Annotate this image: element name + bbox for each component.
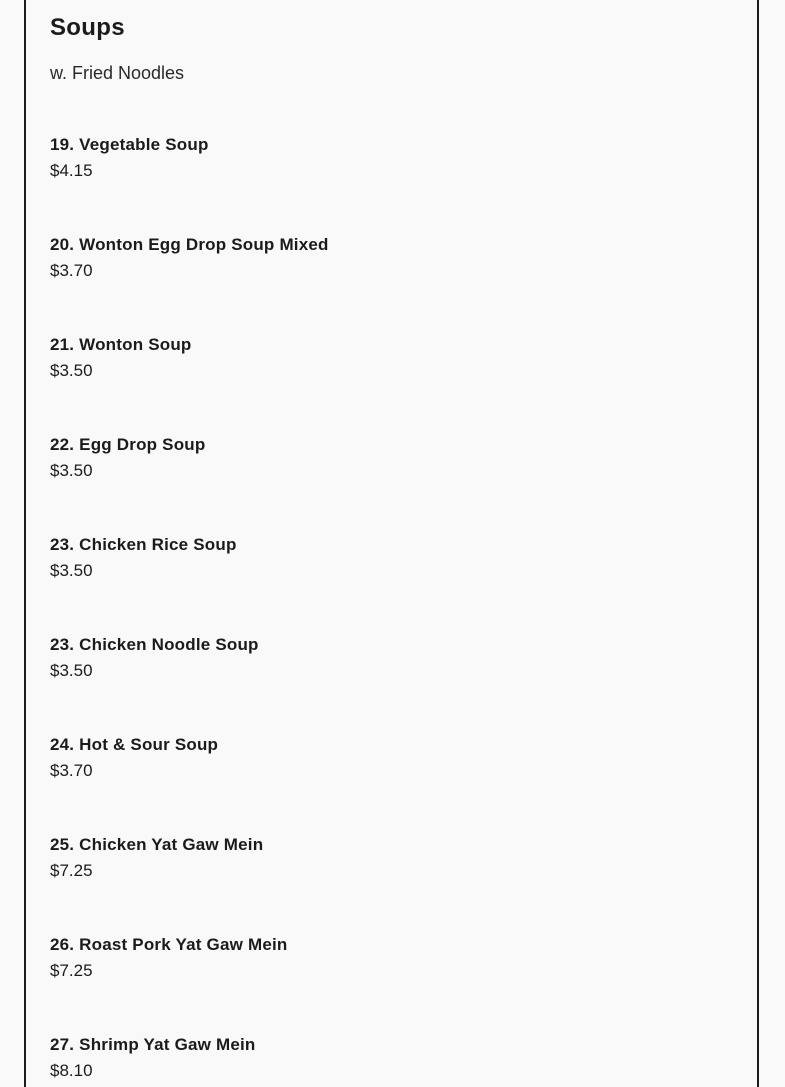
menu-item-name: 24. Hot & Sour Soup <box>50 735 219 754</box>
section-title: Soups <box>50 14 125 41</box>
menu-item-name: 23. Chicken Rice Soup <box>50 535 237 554</box>
menu-item-price: $8.10 <box>50 1061 93 1080</box>
section-subtitle: w. Fried Noodles <box>50 63 185 83</box>
menu-item-list <box>50 135 329 1087</box>
menu-item-name: 26. Roast Pork Yat Gaw Mein <box>50 935 288 954</box>
menu-item[interactable] <box>50 135 329 235</box>
menu-item-price: $3.50 <box>50 461 93 480</box>
menu-item-name: 25. Chicken Yat Gaw Mein <box>50 835 264 854</box>
menu-item-price: $7.25 <box>50 861 93 880</box>
menu-item-price: $7.25 <box>50 961 93 980</box>
menu-item-name: 22. Egg Drop Soup <box>50 435 206 454</box>
menu-item[interactable] <box>50 735 329 835</box>
menu-item-price: $3.70 <box>50 761 93 780</box>
menu-item-name: 27. Shrimp Yat Gaw Mein <box>50 1035 256 1054</box>
menu-item[interactable] <box>50 635 329 735</box>
menu-item[interactable] <box>50 335 329 435</box>
menu-item-name: 21. Wonton Soup <box>50 335 192 354</box>
menu-item-price: $3.50 <box>50 561 93 580</box>
menu-item[interactable] <box>50 935 329 1035</box>
menu-item-price: $3.50 <box>50 661 93 680</box>
menu-item-name: 23. Chicken Noodle Soup <box>50 635 259 654</box>
menu-item-price: $3.50 <box>50 361 93 380</box>
menu-item[interactable] <box>50 435 329 535</box>
menu-item[interactable] <box>50 535 329 635</box>
menu-item[interactable] <box>50 1035 329 1087</box>
menu-item-name: 20. Wonton Egg Drop Soup Mixed <box>50 235 329 254</box>
menu-item-price: $4.15 <box>50 161 93 180</box>
menu-item[interactable] <box>50 835 329 935</box>
menu-item[interactable] <box>50 235 329 335</box>
menu-item-name: 19. Vegetable Soup <box>50 135 209 154</box>
menu-item-price: $3.70 <box>50 261 93 280</box>
